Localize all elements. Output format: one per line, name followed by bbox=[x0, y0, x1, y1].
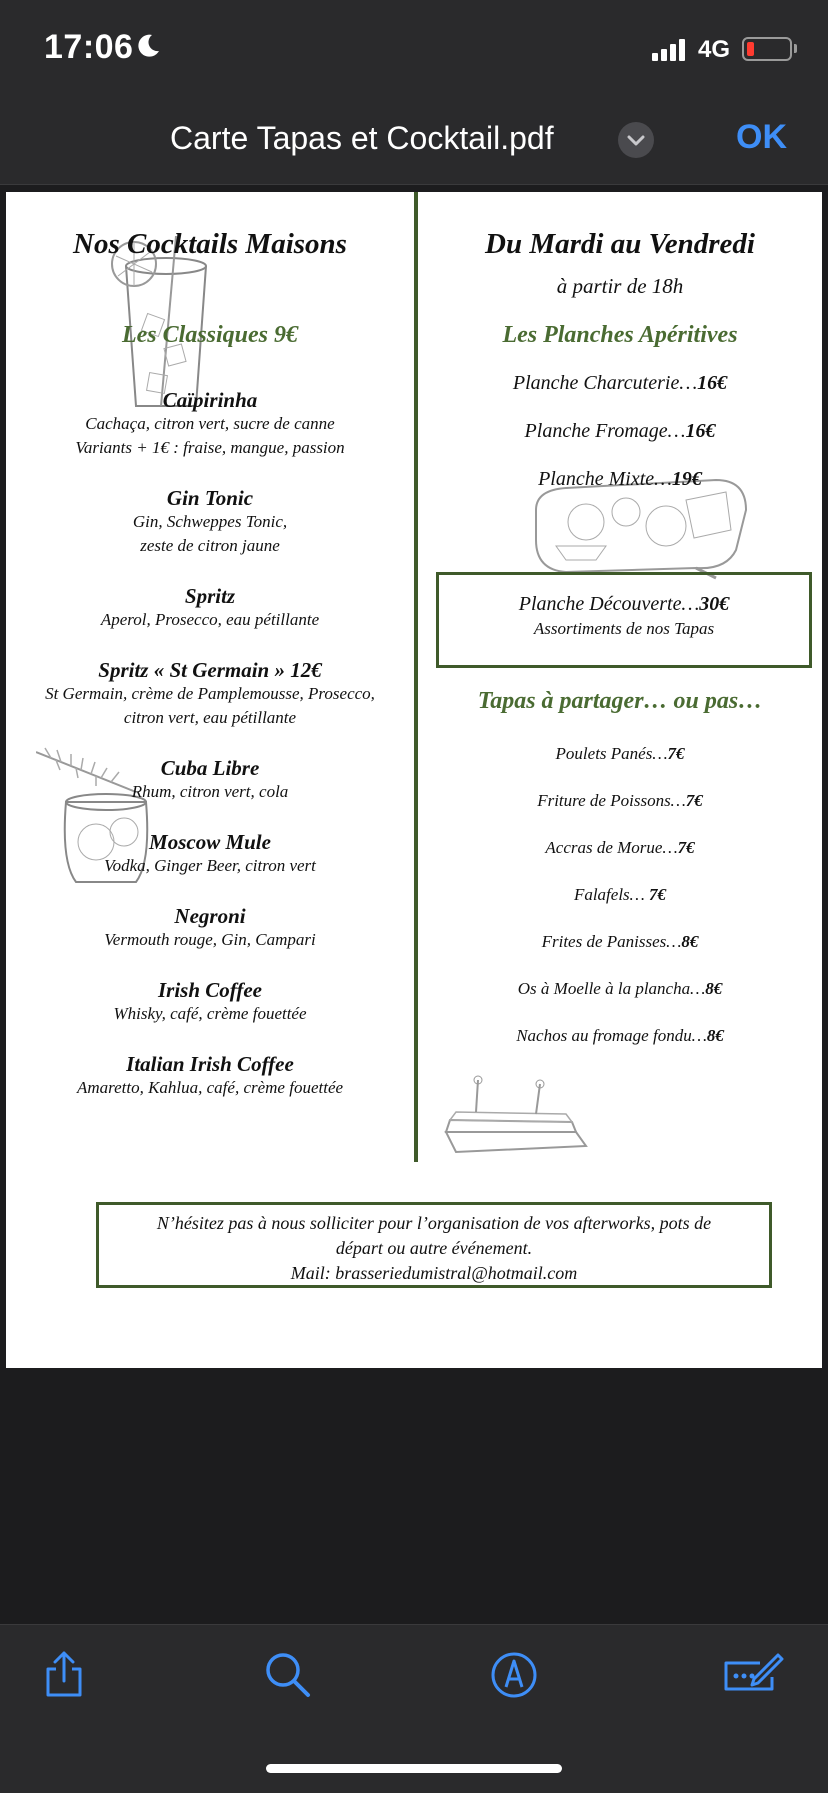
tapas-name: Nachos au fromage fondu… bbox=[516, 1026, 707, 1045]
cocktail-desc: Rhum, citron vert, cola bbox=[131, 782, 289, 801]
planche-item bbox=[418, 372, 822, 395]
decouverte-box bbox=[436, 572, 812, 668]
battery-icon bbox=[742, 37, 792, 61]
tapas-item bbox=[418, 791, 822, 811]
tapas-item bbox=[418, 932, 822, 952]
planche-name: Planche Fromage… bbox=[524, 420, 686, 442]
tapas-name: Frites de Panisses… bbox=[541, 932, 682, 951]
schedule-title: Du Mardi au Vendredi bbox=[485, 228, 755, 260]
cocktail-desc: Cachaça, citron vert, sucre de canne bbox=[85, 414, 335, 433]
cocktail-desc: citron vert, eau pétillante bbox=[123, 708, 297, 727]
cocktail-name: Spritz bbox=[184, 584, 236, 608]
cocktail-name: Caïpirinha bbox=[162, 388, 258, 412]
decouverte-price: 30€ bbox=[699, 593, 730, 615]
tapas-price: 8€ bbox=[706, 1026, 724, 1045]
planche-item bbox=[418, 468, 822, 491]
contact-line: départ ou autre événement. bbox=[335, 1238, 533, 1258]
cocktail-desc: Gin, Schweppes Tonic, bbox=[132, 512, 288, 531]
contact-line: N’hésitez pas à nous solliciter pour l’organisation de vos afterworks, pots de bbox=[156, 1213, 712, 1233]
cocktail-name: Italian Irish Coffee bbox=[126, 1052, 294, 1076]
tapas-price: 8€ bbox=[681, 932, 699, 951]
cocktail-desc: zeste de citron jaune bbox=[140, 536, 280, 555]
planche-name: Planche Mixte… bbox=[538, 468, 672, 490]
cocktail-desc: Whisky, café, crème fouettée bbox=[113, 1004, 307, 1023]
cocktail-desc: St Germain, crème de Pamplemousse, Prosecco, bbox=[45, 684, 375, 703]
title-menu-button[interactable] bbox=[618, 122, 654, 158]
tapas-price: 7€ bbox=[677, 838, 695, 857]
annotate-icon[interactable] bbox=[720, 1649, 784, 1701]
signal-icon bbox=[652, 38, 688, 62]
tapas-item bbox=[418, 1026, 822, 1046]
cocktail-name: Gin Tonic bbox=[166, 486, 254, 510]
moon-icon bbox=[134, 32, 162, 60]
cocktail-desc: Amaretto, Kahlua, café, crème fouettée bbox=[76, 1078, 344, 1097]
document-title: Carte Tapas et Cocktail.pdf bbox=[170, 120, 554, 156]
planche-price: 16€ bbox=[685, 420, 716, 442]
tapas-item bbox=[418, 838, 822, 858]
cocktail-desc: Variants + 1€ : fraise, mangue, passion bbox=[75, 438, 345, 457]
search-icon[interactable] bbox=[262, 1649, 314, 1701]
tapas-item bbox=[418, 979, 822, 999]
decouverte-desc: Assortiments de nos Tapas bbox=[533, 619, 715, 638]
status-bar bbox=[0, 0, 828, 96]
planche-price: 16€ bbox=[697, 372, 728, 394]
chevron-down-icon bbox=[618, 122, 654, 158]
tapas-name: Accras de Morue… bbox=[545, 838, 678, 857]
pdf-page[interactable] bbox=[6, 192, 822, 1368]
tapas-name: Friture de Poissons… bbox=[537, 791, 686, 810]
tapas-item bbox=[418, 744, 822, 764]
decouverte-name: Planche Découverte… bbox=[518, 593, 700, 615]
cocktail-name: Irish Coffee bbox=[157, 978, 263, 1002]
cocktail-name: Spritz « St Germain » 12€ bbox=[98, 658, 322, 682]
share-icon[interactable] bbox=[38, 1649, 90, 1701]
cocktail-name: Moscow Mule bbox=[149, 830, 271, 854]
schedule-subtitle: à partir de 18h bbox=[556, 274, 684, 298]
tapas-heading: Tapas à partager… ou pas… bbox=[477, 688, 763, 714]
nav-bar bbox=[0, 96, 828, 185]
tapas-price: 8€ bbox=[705, 979, 723, 998]
tapas-name: Falafels… bbox=[573, 885, 650, 904]
cocktail-desc: Vermouth rouge, Gin, Campari bbox=[104, 930, 316, 949]
sandwich-sketch bbox=[436, 1072, 596, 1162]
planche-price: 19€ bbox=[671, 468, 702, 490]
cocktail-name: Cuba Libre bbox=[160, 756, 260, 780]
planche-name: Planche Charcuterie… bbox=[512, 372, 698, 394]
contact-box bbox=[96, 1202, 772, 1288]
contact-email: Mail: brasseriedumistral@hotmail.com bbox=[290, 1263, 578, 1283]
cocktail-desc: Vodka, Ginger Beer, citron vert bbox=[104, 856, 316, 875]
tapas-name: Poulets Panés… bbox=[555, 744, 668, 763]
markup-icon[interactable] bbox=[488, 1649, 540, 1701]
ok-button[interactable]: OK bbox=[736, 118, 787, 156]
tapas-price: 7€ bbox=[667, 744, 685, 763]
network-type: 4G bbox=[698, 36, 731, 63]
status-time: 17:06 bbox=[44, 28, 134, 66]
cocktail-name: Negroni bbox=[174, 904, 246, 928]
battery-cap bbox=[794, 44, 797, 53]
decouverte-item bbox=[439, 593, 809, 616]
battery-level bbox=[747, 42, 754, 56]
cocktails-title: Nos Cocktails Maisons bbox=[73, 228, 347, 260]
home-indicator bbox=[266, 1764, 562, 1773]
planches-heading: Les Planches Apéritives bbox=[502, 322, 738, 348]
classiques-heading: Les Classiques 9€ bbox=[121, 322, 298, 348]
tapas-name: Os à Moelle à la plancha… bbox=[517, 979, 706, 998]
tapas-price: 7€ bbox=[685, 791, 703, 810]
planche-item bbox=[418, 420, 822, 443]
tapas-item bbox=[418, 885, 822, 905]
tapas-price: 7€ bbox=[649, 885, 667, 904]
cocktail-desc: Aperol, Prosecco, eau pétillante bbox=[100, 610, 320, 629]
